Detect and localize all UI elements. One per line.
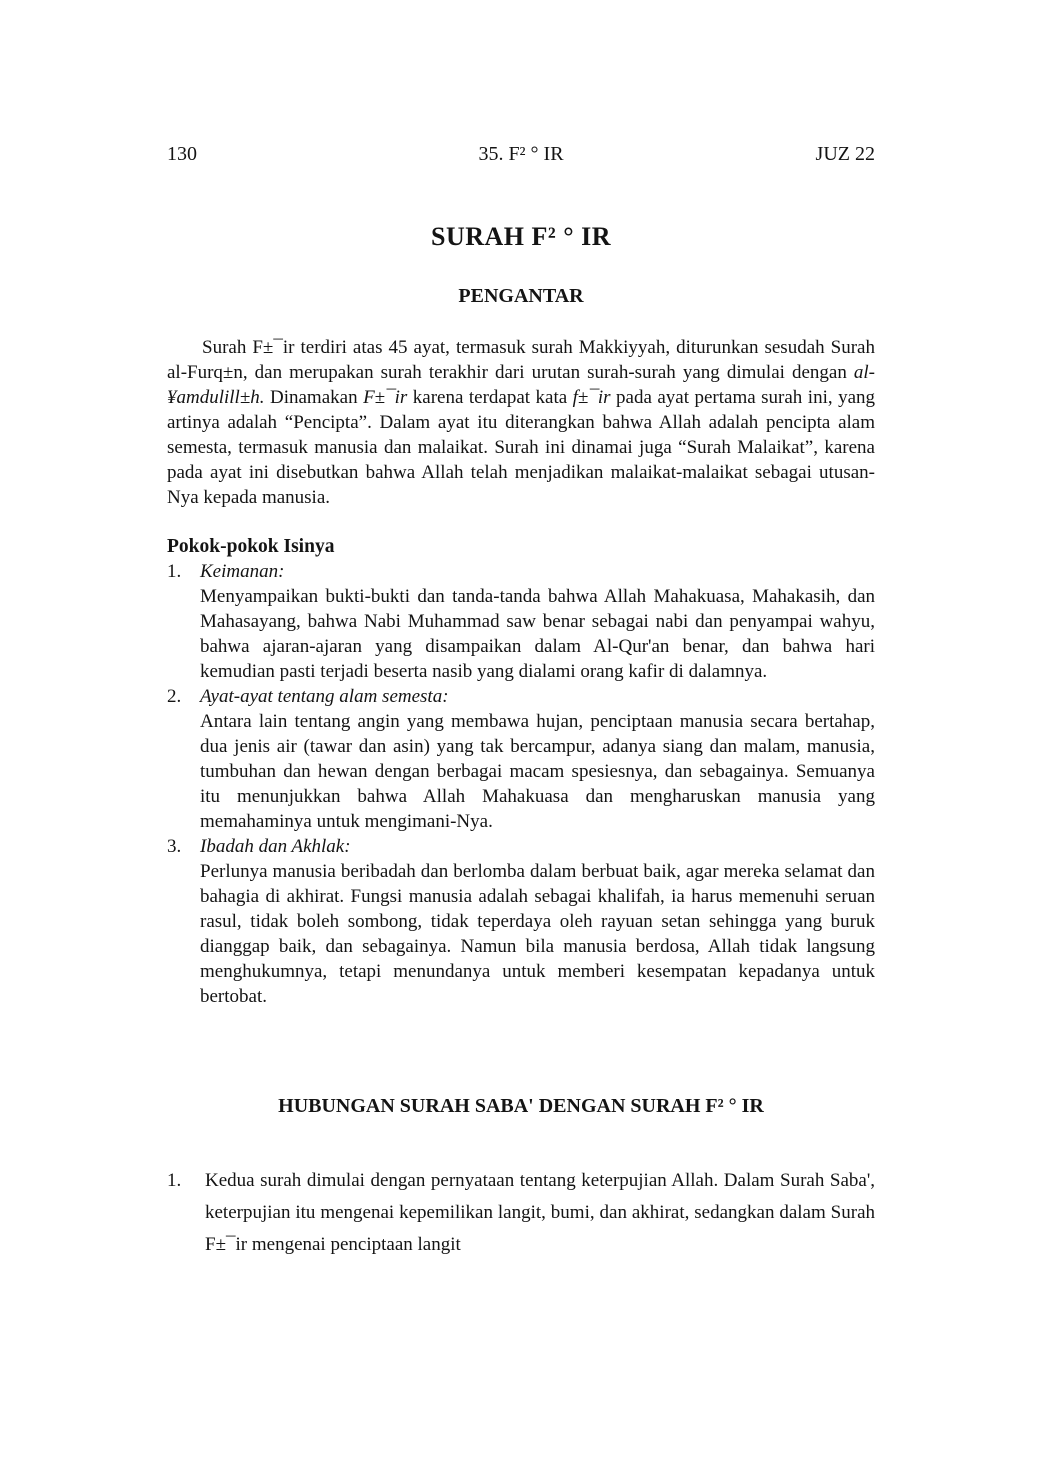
item-text: Menyampaikan bukti-bukti dan tanda-tanda bahwa Allah Mahakuasa, Mahakasih, dan Mahasayang, bahwa Nabi Muhammad saw benar sebagai nabi dan penyampai wahyu, bahwa ajaran-ajaran yang disampaikan dalam Al-Qur'an benar, dan bahwa hari kemudian pasti terjadi beserta nasib yang dialami orang kafir di dalamnya.: [200, 586, 875, 682]
relation-heading: HUBUNGAN SURAH SABA' DENGAN SURAH F² ° IR: [278, 1095, 764, 1117]
content-item-3: [167, 834, 875, 1009]
intro-run: Dinamakan: [264, 387, 364, 408]
page-number: 130: [167, 143, 197, 165]
content-item-2: [167, 684, 875, 834]
pengantar-heading: PENGANTAR: [458, 285, 584, 307]
item-text: Kedua surah dimulai dengan pernyataan tentang keterpujian Allah. Dalam Surah Saba', keterpujian itu mengenai kepemilikan langit, bumi, dan akhirat, sedangkan dalam Surah F±¯ir mengenai penciptaan langit: [205, 1170, 875, 1255]
item-number: 1.: [167, 561, 182, 582]
pokok-pokok-heading: Pokok-pokok Isinya: [167, 536, 335, 557]
item-title: Ibadah dan Akhlak:: [200, 836, 351, 857]
item-body: [200, 559, 875, 684]
content-item-1: [167, 559, 875, 684]
item-number: 3.: [167, 836, 182, 857]
intro-run-italic: F±¯ir: [363, 387, 408, 408]
intro-run: Surah F±¯ir terdiri atas 45 ayat, termasuk surah Makkiyyah, diturunkan sesudah Surah al-Furq±n, dan merupakan surah terakhir dari urutan surah-surah yang dimulai dengan: [167, 337, 875, 383]
item-body: [200, 834, 875, 1009]
intro-run-italic: al-¥amdulill±h.: [167, 362, 875, 408]
item-body: [200, 684, 875, 834]
surah-title: SURAH F² ° IR: [431, 222, 611, 251]
intro-run-italic: f±¯ir: [572, 387, 611, 408]
item-text: Perlunya manusia beribadah dan berlomba dalam berbuat baik, agar mereka selamat dan bahagia di akhirat. Fungsi manusia adalah sebagai khalifah, ia harus memenuhi seruan rasul, tidak boleh sombong, tidak teperdaya oleh rayuan setan sehingga yang buruk dianggap baik, dan sebagainya. Namun bila manusia berdosa, Allah tidak langsung menghukumnya, tetapi menundanya untuk memberi kesempatan kepadanya untuk bertobat.: [200, 861, 875, 1007]
item-title: Keimanan:: [200, 561, 285, 582]
intro-paragraph: [167, 335, 875, 510]
item-title: Ayat-ayat tentang alam semesta:: [200, 686, 449, 707]
relation-item-1: [167, 1165, 875, 1261]
item-number: 2.: [167, 686, 182, 707]
juz-label: JUZ 22: [815, 143, 875, 165]
running-title: 35. F² ° IR: [478, 143, 564, 165]
item-number: 1.: [167, 1170, 182, 1191]
intro-run: pada ayat pertama surah ini, yang artinya adalah “Pencipta”. Dalam ayat itu diterangkan bahwa Allah adalah pencipta alam semesta, termasuk manusia dan malaikat. Surah ini dinamai juga “Surah Malaikat”, karena pada ayat ini disebutkan bahwa Allah telah menjadikan malaikat-malaikat sebagai utusan-Nya kepada manusia.: [167, 387, 876, 508]
item-text: Antara lain tentang angin yang membawa hujan, penciptaan manusia secara bertahap, dua jenis air (tawar dan asin) yang tak bercampur, adanya siang dan malam, manusia, tumbuhan dan hewan dengan berbagai macam spesiesnya, dan sebagainya. Semuanya itu menunjukkan bahwa Allah Mahakuasa dan mengharuskan manusia yang memahaminya untuk mengimani-Nya.: [200, 711, 875, 832]
intro-run: karena terdapat kata: [407, 387, 573, 408]
running-header: [167, 143, 875, 166]
